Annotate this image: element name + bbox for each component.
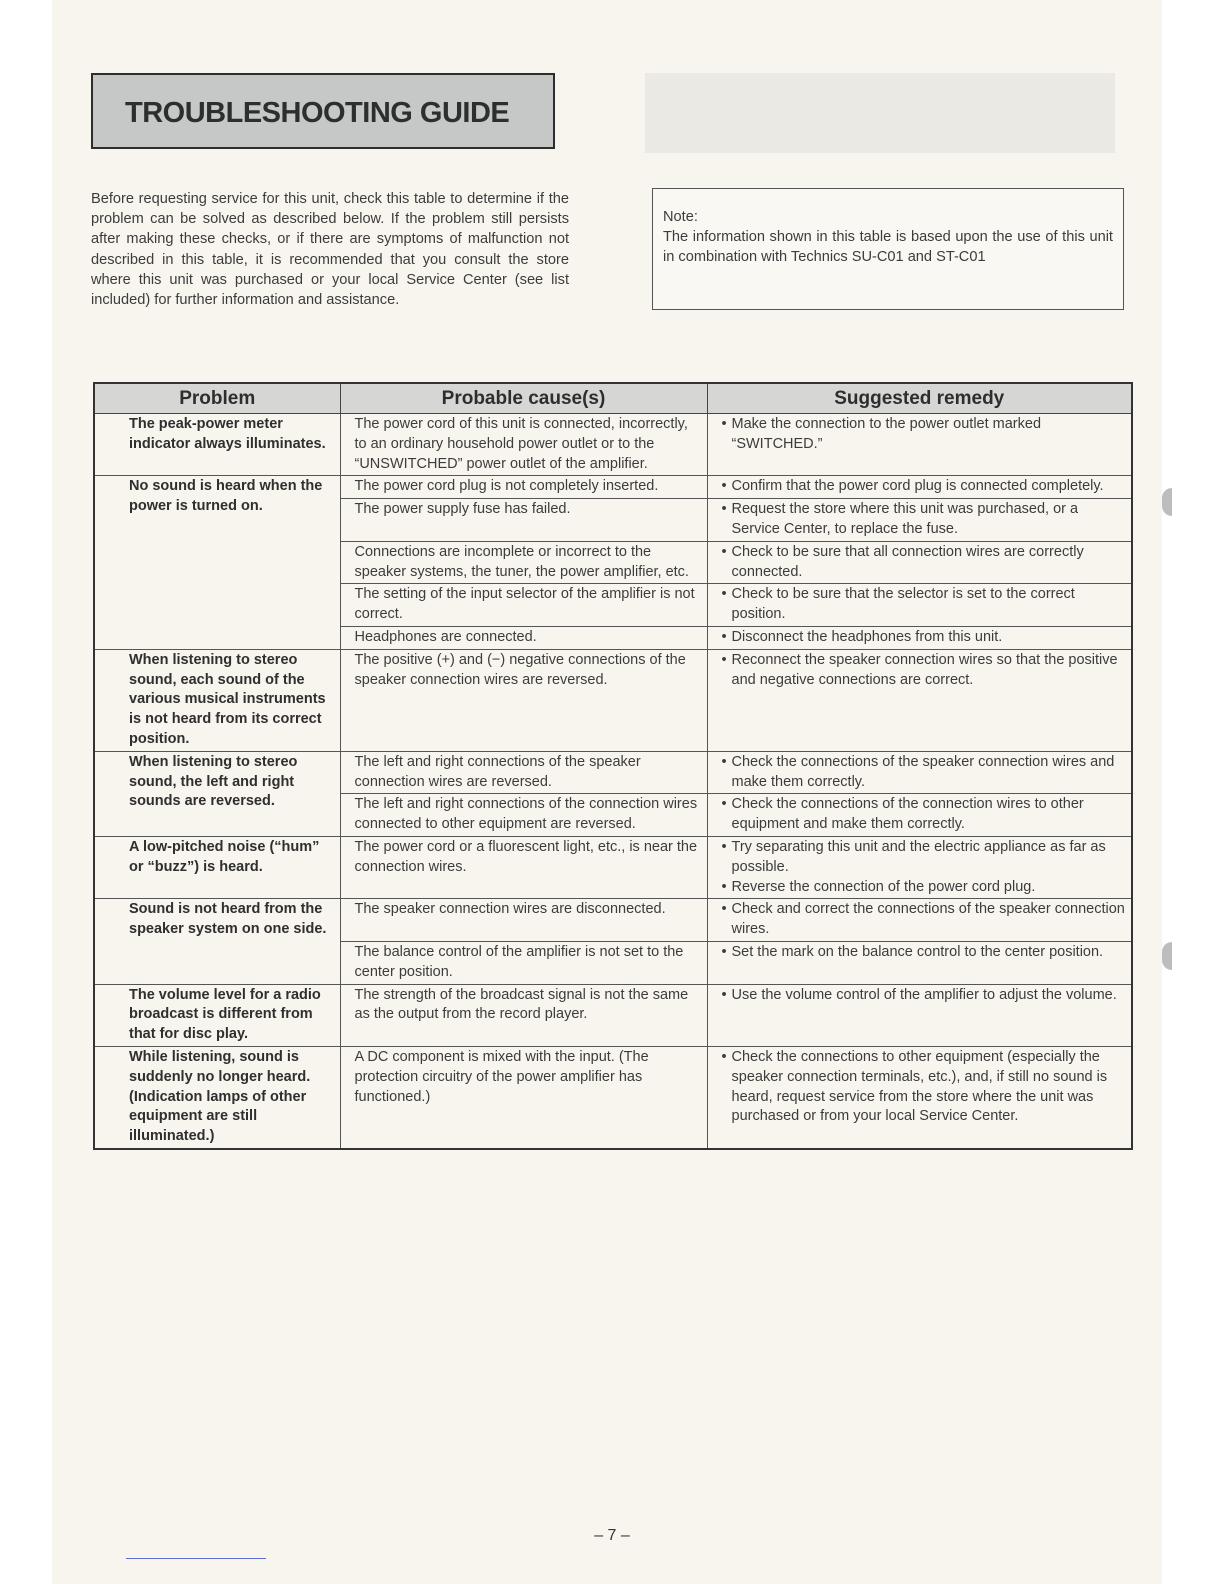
bullet-icon: •	[721, 478, 727, 495]
remedy-cell	[707, 541, 1132, 584]
remedy-text: Check to be sure that all connection wires are correctly connected.	[731, 543, 1084, 580]
header-cause: Probable cause(s)	[340, 383, 707, 414]
problem-cell: The peak-power meter indicator always illuminates.	[94, 414, 340, 476]
cause-cell: The setting of the input selector of the amplifier is not correct.	[340, 584, 707, 627]
remedy-item	[722, 651, 1126, 691]
remedy-cell	[707, 1046, 1132, 1148]
remedy-text: Disconnect the headphones from this unit.	[731, 628, 1003, 645]
note-label: Note:	[663, 209, 698, 225]
note-box	[652, 188, 1124, 310]
table-row	[94, 899, 1132, 942]
binding-hole-mark	[1162, 488, 1172, 516]
intro-paragraph: Before requesting service for this unit, check this table to determine if the problem can be solved as described below. If the problem still persists after making these checks, or if there are symptoms of malfunction not described in this table, it is recommended that you consult the store where this unit was purchased or your local Service Center (see list included) for further information and assistance.	[91, 191, 569, 309]
problem-cell: A low-pitched noise (“hum” or “buzz”) is heard.	[94, 836, 340, 898]
cause-cell: Connections are incomplete or incorrect to the speaker systems, the tuner, the power amplifier, etc.	[340, 541, 707, 584]
cause-cell: The left and right connections of the connection wires connected to other equipment are reversed.	[340, 794, 707, 837]
remedy-cell	[707, 984, 1132, 1046]
cause-cell: The strength of the broadcast signal is not the same as the output from the record player.	[340, 984, 707, 1046]
cause-cell: The left and right connections of the speaker connection wires are reversed.	[340, 751, 707, 794]
cause-cell: The speaker connection wires are disconnected.	[340, 899, 707, 942]
remedy-text: Check and correct the connections of the speaker connection wires.	[731, 901, 1125, 938]
remedy-item	[722, 628, 1126, 648]
cause-cell: The balance control of the amplifier is not set to the center position.	[340, 941, 707, 984]
remedy-cell	[707, 626, 1132, 649]
bullet-icon: •	[721, 753, 727, 770]
remedy-cell	[707, 899, 1132, 942]
bullet-icon: •	[721, 796, 727, 813]
problem-cell: The volume level for a radio broadcast is different from that for disc play.	[94, 984, 340, 1046]
remedy-cell	[707, 751, 1132, 794]
bleed-through-area	[645, 73, 1115, 153]
remedy-text: Check to be sure that the selector is set to the correct position.	[731, 586, 1075, 623]
remedy-item	[722, 585, 1126, 625]
remedy-item	[722, 838, 1126, 878]
remedy-cell	[707, 941, 1132, 984]
cause-cell: The power cord or a fluorescent light, etc., is near the connection wires.	[340, 836, 707, 898]
page-number: – 7 –	[594, 1527, 630, 1544]
remedy-text: Confirm that the power cord plug is connected completely.	[731, 478, 1104, 495]
remedy-cell	[707, 584, 1132, 627]
remedy-text: Check the connections to other equipment (especially the speaker connection terminals, etc.), and, if still no sound is heard, request service from the store where the unit was purchased or from your local Service Center.	[731, 1048, 1108, 1125]
bullet-icon: •	[721, 586, 727, 603]
remedy-text: Request the store where this unit was purchased, or a Service Center, to replace the fuse.	[731, 501, 1079, 537]
table-header-row	[94, 383, 1132, 414]
problem-cell: When listening to stereo sound, each sound of the various musical instruments is not heard from its correct position.	[94, 649, 340, 751]
cause-cell: The power cord of this unit is connected, incorrectly, to an ordinary household power outlet or to the “UNSWITCHED” power outlet of the amplifier.	[340, 414, 707, 476]
remedy-text: Reconnect the speaker connection wires so that the positive and negative connections are correct.	[731, 651, 1118, 688]
remedy-item	[722, 943, 1126, 963]
table-row	[94, 1046, 1132, 1148]
title-banner	[91, 73, 555, 149]
table-row	[94, 836, 1132, 898]
remedy-cell	[707, 476, 1132, 499]
bullet-icon: •	[721, 543, 727, 560]
cause-cell: The positive (+) and (−) negative connections of the speaker connection wires are reversed.	[340, 649, 707, 751]
cause-cell: Headphones are connected.	[340, 626, 707, 649]
remedy-item	[722, 878, 1126, 898]
note-text: The information shown in this table is based upon the use of this unit in combination with Technics SU-C01 and ST-C01	[663, 229, 1113, 265]
bullet-icon: •	[721, 501, 727, 518]
remedy-cell	[707, 836, 1132, 898]
remedy-text: Check the connections of the speaker connection wires and make them correctly.	[731, 753, 1115, 790]
remedy-item	[722, 477, 1126, 497]
underline-mark	[126, 1558, 266, 1559]
problem-cell: No sound is heard when the power is turned on.	[94, 476, 340, 649]
table-body	[94, 414, 1132, 1149]
remedy-cell	[707, 499, 1132, 542]
bullet-icon: •	[721, 628, 727, 645]
table-row	[94, 476, 1132, 499]
bullet-icon: •	[721, 651, 727, 668]
table-row	[94, 984, 1132, 1046]
remedy-text: Check the connections of the connection wires to other equipment and make them correctly.	[731, 796, 1084, 833]
header-remedy: Suggested remedy	[707, 383, 1132, 414]
bullet-icon: •	[721, 943, 727, 960]
remedy-text: Try separating this unit and the electric appliance as far as possible.	[731, 838, 1106, 875]
remedy-text: Reverse the connection of the power cord plug.	[731, 878, 1036, 895]
problem-cell: While listening, sound is suddenly no longer heard. (Indication lamps of other equipment are still illuminated.)	[94, 1046, 340, 1148]
binding-hole-mark	[1162, 942, 1172, 970]
remedy-item	[722, 986, 1126, 1006]
remedy-item	[722, 500, 1126, 540]
bullet-icon: •	[721, 986, 727, 1003]
remedy-item	[722, 795, 1126, 835]
cause-cell: The power supply fuse has failed.	[340, 499, 707, 542]
bullet-icon: •	[721, 838, 727, 855]
problem-cell: Sound is not heard from the speaker system on one side.	[94, 899, 340, 984]
remedy-text: Set the mark on the balance control to the center position.	[731, 943, 1104, 960]
table-row	[94, 414, 1132, 476]
remedy-item	[722, 415, 1126, 455]
bullet-icon: •	[721, 878, 727, 895]
remedy-text: Make the connection to the power outlet marked “SWITCHED.”	[731, 416, 1042, 452]
remedy-item	[722, 1048, 1126, 1127]
problem-cell: When listening to stereo sound, the left and right sounds are reversed.	[94, 751, 340, 836]
bullet-icon: •	[721, 901, 727, 918]
table-row	[94, 649, 1132, 751]
remedy-cell	[707, 414, 1132, 476]
bullet-icon: •	[721, 416, 727, 432]
troubleshooting-table	[93, 382, 1133, 1150]
cause-cell: A DC component is mixed with the input. (The protection circuitry of the power amplifier has functioned.)	[340, 1046, 707, 1148]
remedy-item	[722, 543, 1126, 583]
cause-cell: The power cord plug is not completely inserted.	[340, 476, 707, 499]
page-title: TROUBLESHOOTING GUIDE	[125, 97, 510, 129]
remedy-item	[722, 753, 1126, 793]
bullet-icon: •	[721, 1048, 727, 1065]
remedy-cell	[707, 649, 1132, 751]
remedy-cell	[707, 794, 1132, 837]
remedy-item	[722, 900, 1126, 940]
remedy-text: Use the volume control of the amplifier to adjust the volume.	[731, 986, 1117, 1003]
table-row	[94, 751, 1132, 794]
header-problem: Problem	[94, 383, 340, 414]
